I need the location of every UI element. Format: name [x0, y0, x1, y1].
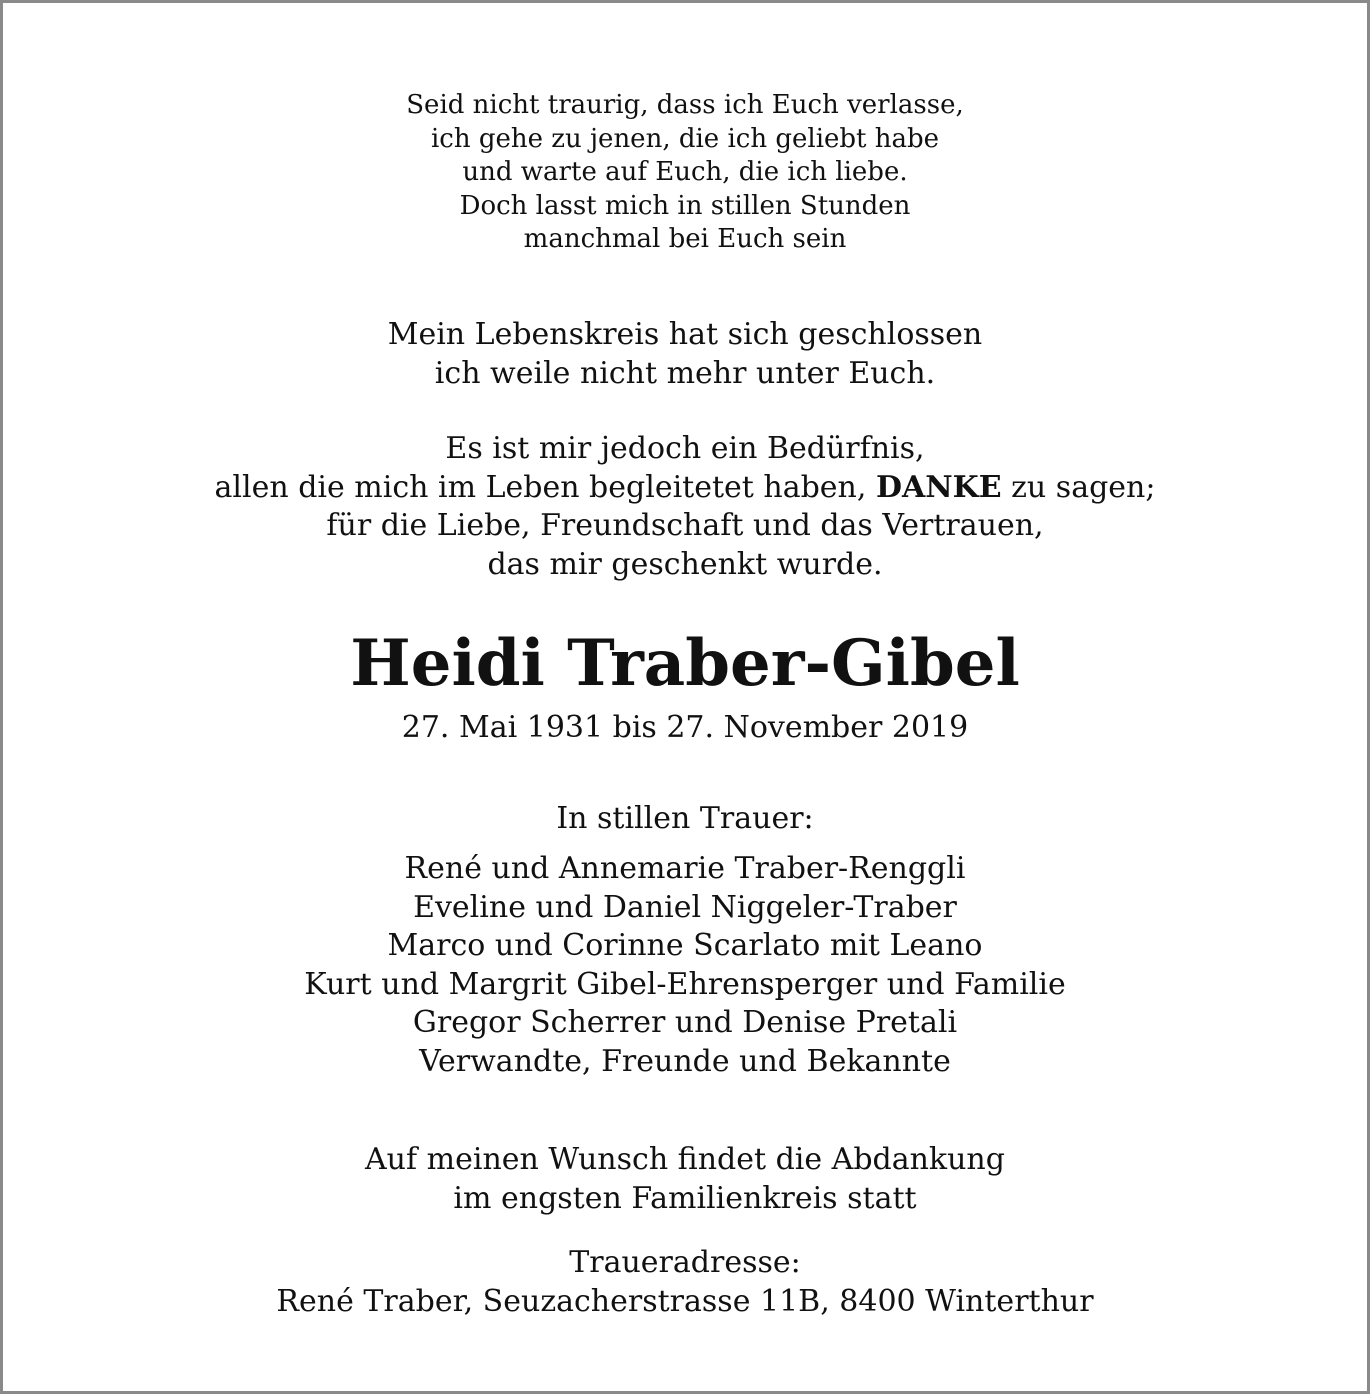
mourner-entry: Verwandte, Freunde und Bekannte: [419, 1043, 951, 1079]
thanks-line: das mir geschenkt wurde.: [487, 546, 883, 582]
thanks-text-before: allen die mich im Leben begleitetet haben,: [214, 469, 876, 505]
farewell-line: Mein Lebenskreis hat sich geschlossen: [387, 317, 983, 352]
thanks-text: [0, 430, 1370, 584]
poem-line: ich gehe zu jenen, die ich geliebt habe: [430, 123, 940, 154]
address-label: Traueradresse:: [569, 1245, 801, 1280]
poem-line: und warte auf Euch, die ich liebe.: [462, 157, 908, 187]
poem-line: Seid nicht traurig, dass ich Euch verlasse,: [406, 90, 964, 120]
thanks-bold-word: DANKE: [875, 469, 1002, 505]
mourner-entry: Eveline und Daniel Niggeler-Traber: [413, 889, 957, 925]
thanks-line: für die Liebe, Freundschaft und das Vertrauen,: [326, 508, 1044, 543]
mourner-entry: Kurt und Margrit Gibel-Ehrensperger und Familie: [304, 966, 1066, 1002]
mourners-heading: In stillen Trauer:: [556, 801, 814, 836]
mourners-list: [0, 850, 1370, 1081]
thanks-line: Es ist mir jedoch ein Bedürfnis,: [445, 431, 925, 466]
farewell-line: ich weile nicht mehr unter Euch.: [434, 356, 936, 391]
funeral-line: Auf meinen Wunsch findet die Abdankung: [365, 1142, 1005, 1177]
thanks-text-after: zu sagen;: [1001, 469, 1156, 505]
thanks-line: [0, 469, 1370, 508]
mourning-address: [0, 1243, 1370, 1321]
poem-line: manchmal bei Euch sein: [523, 224, 847, 254]
poem-line: Doch lasst mich in stillen Stunden: [459, 190, 911, 221]
poem: [0, 89, 1370, 257]
farewell-text: [0, 315, 1370, 393]
funeral-line: im engsten Familienkreis statt: [453, 1180, 917, 1216]
life-dates: 27. Mai 1931 bis 27. November 2019: [401, 710, 969, 745]
mourner-entry: Gregor Scherrer und Denise Pretali: [412, 1005, 958, 1040]
address-value: René Traber, Seuzacherstrasse 11B, 8400 Winterthur: [276, 1284, 1094, 1319]
deceased-name: Heidi Traber-Gibel: [350, 626, 1020, 701]
mourner-entry: Marco und Corinne Scarlato mit Leano: [387, 928, 983, 963]
funeral-notice: [0, 1141, 1370, 1218]
mourner-entry: René und Annemarie Traber-Renggli: [404, 851, 966, 886]
